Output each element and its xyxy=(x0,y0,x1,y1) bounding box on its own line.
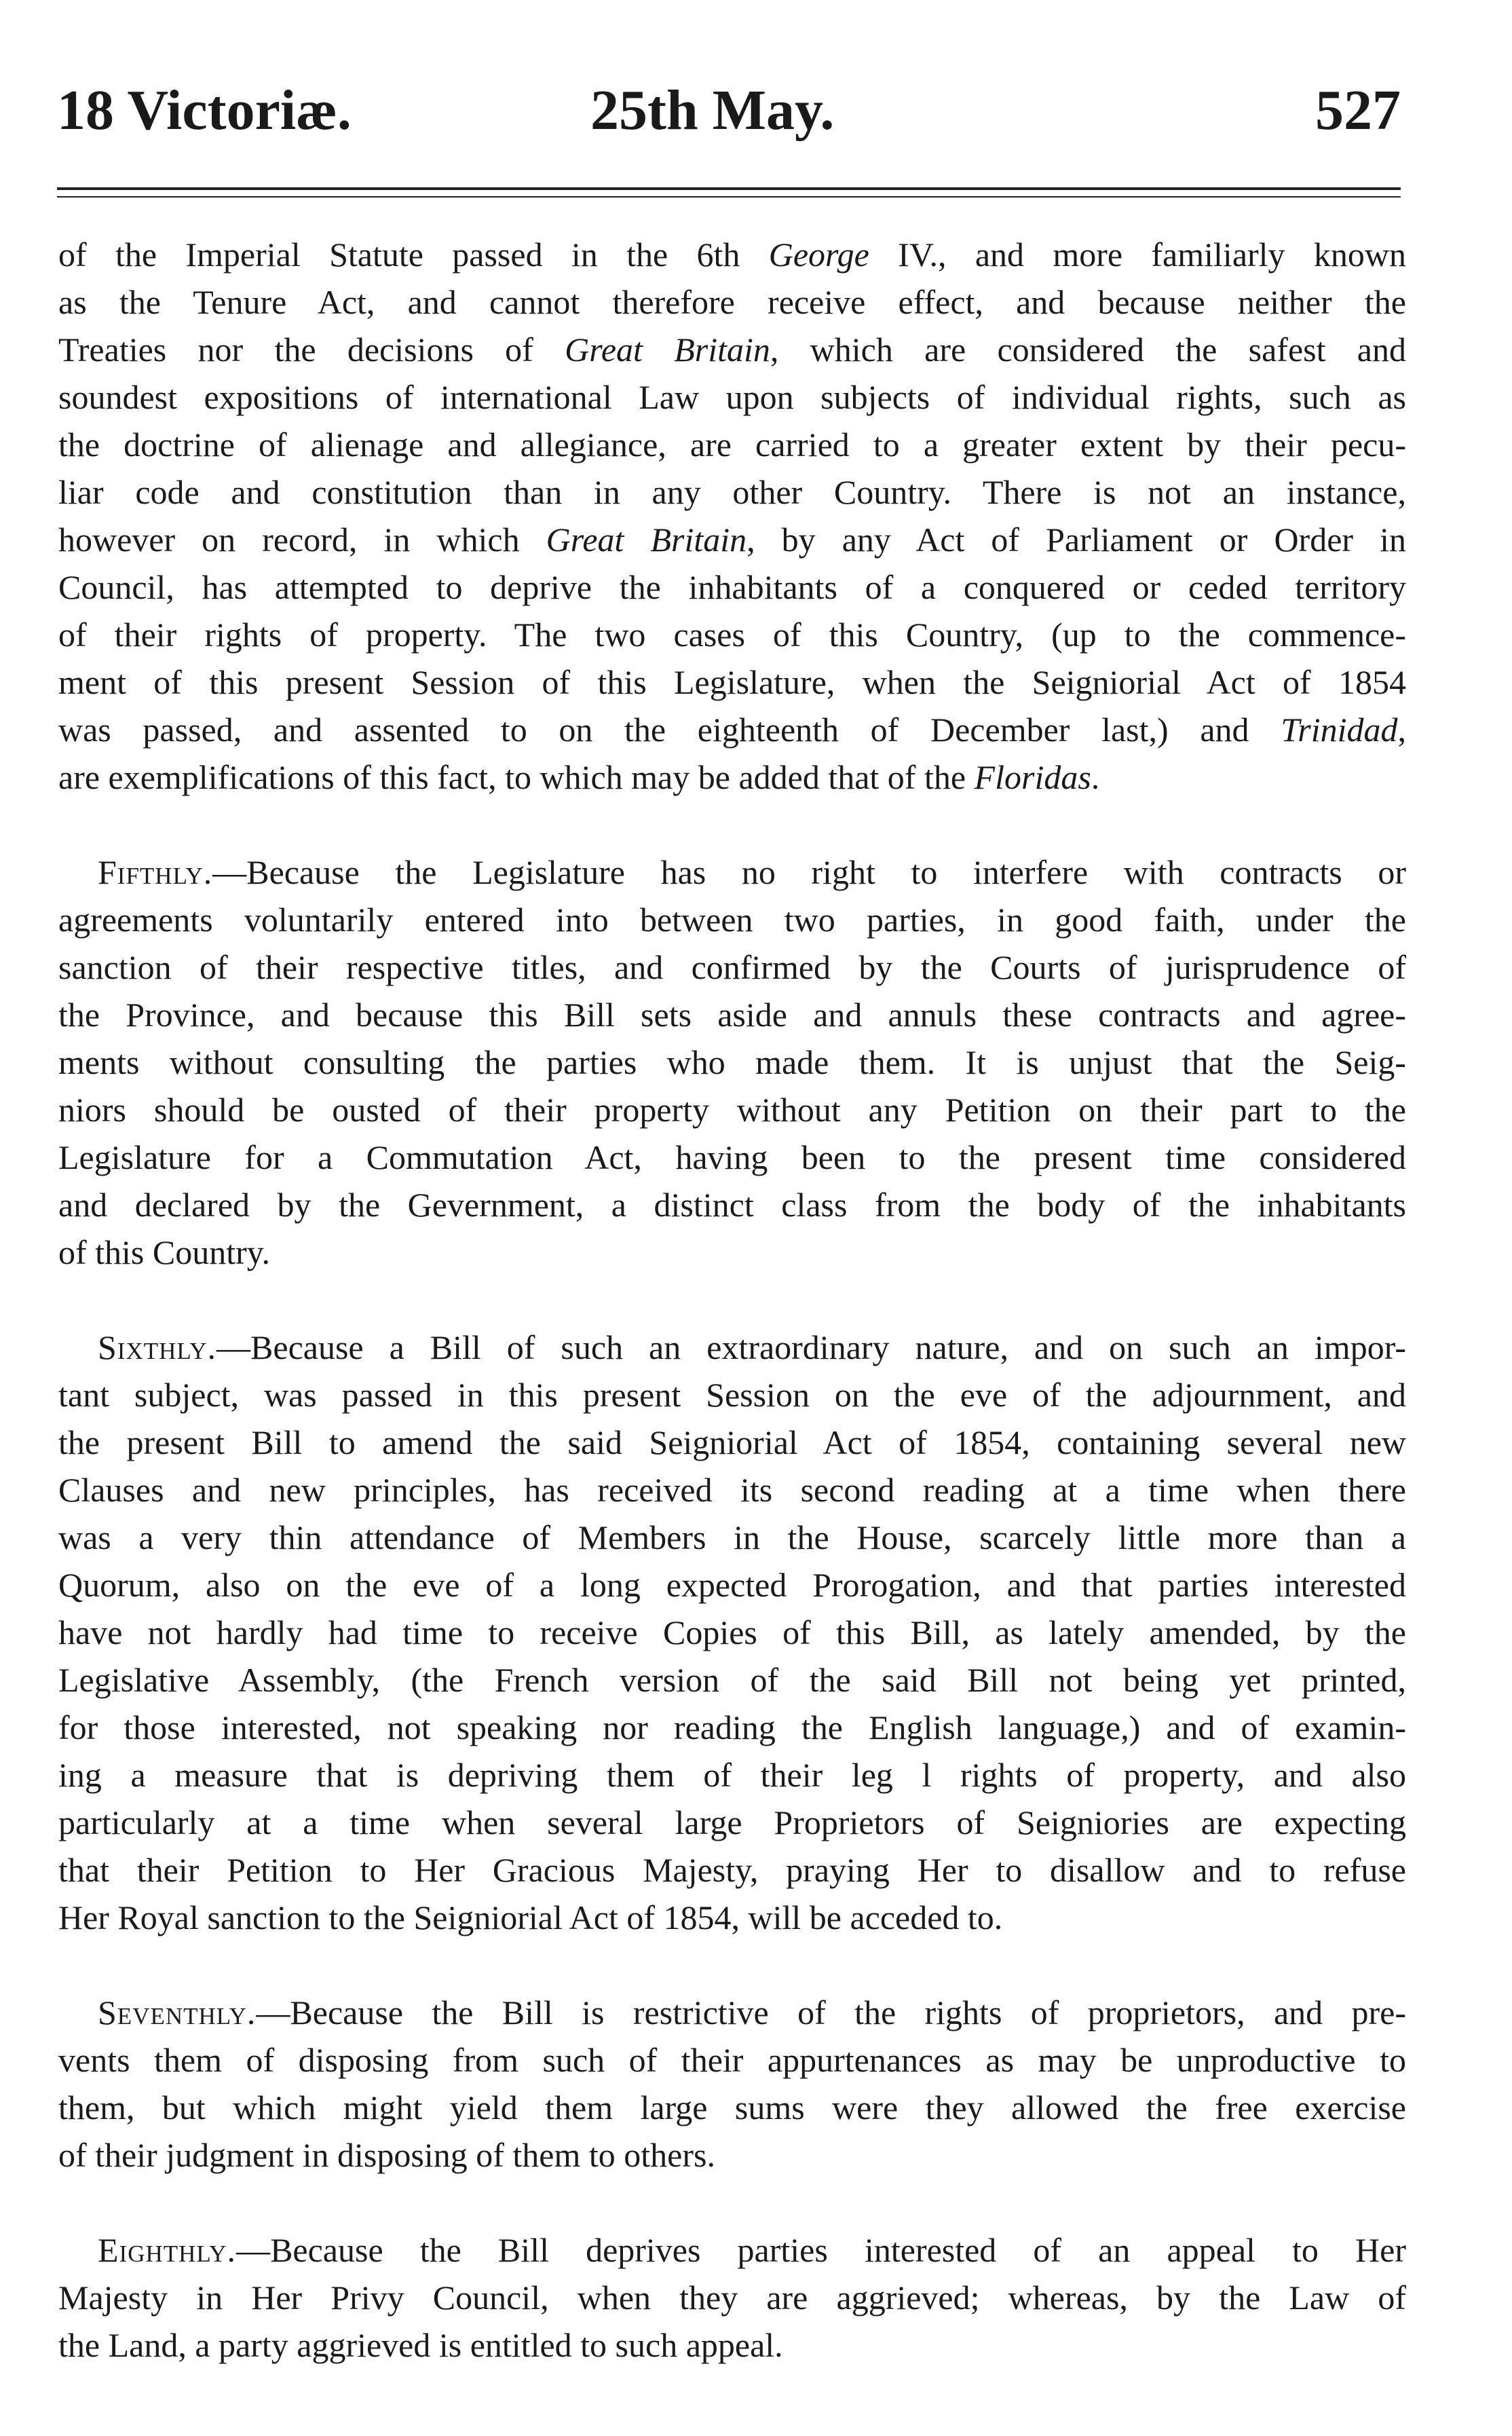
paragraph-seventhly xyxy=(58,1989,1406,2179)
text-line: ments without consulting the parties who made them. It is unjust that the Seig- xyxy=(58,1043,1406,1081)
text-line: was passed, and assented to on the eighteenth of December last,) and Trinidad, xyxy=(58,711,1406,749)
paragraph-lead: Fifthly. xyxy=(98,853,213,891)
text-line: of the Imperial Statute passed in the 6th George IV., and more familiarly known xyxy=(58,236,1406,274)
page-number: 527 xyxy=(1315,79,1401,142)
text-line: Sixthly.—Because a Bill of such an extraordinary nature, and on such an impor- xyxy=(58,1324,1406,1371)
text-line: Legislature for a Commutation Act, having been to the present time considered xyxy=(58,1138,1406,1176)
header-rule-thin xyxy=(57,196,1401,198)
text-line: Quorum, also on the eve of a long expected Prorogation, and that parties interested xyxy=(58,1566,1406,1604)
text-line: have not hardly had time to receive Copies of this Bill, as lately amended, by the xyxy=(58,1613,1406,1651)
text-line: agreements voluntarily entered into between two parties, in good faith, under the xyxy=(58,901,1406,939)
text-line: Fifthly.—Because the Legislature has no right to interfere with contracts or xyxy=(58,848,1406,896)
text-line: Seventhly.—Because the Bill is restrictive of the rights of proprietors, and pre- xyxy=(58,1989,1406,2036)
text-line: are exemplifications of this fact, to which may be added that of the Floridas. xyxy=(58,758,1100,796)
text-line: of this Country. xyxy=(58,1233,271,1271)
text-line: the Land, a party aggrieved is entitled to such appeal. xyxy=(58,2326,783,2364)
text-line: however on record, in which Great Britain, by any Act of Parliament or Order in xyxy=(58,521,1406,559)
text-line: as the Tenure Act, and cannot therefore receive effect, and because neither the xyxy=(58,283,1406,321)
text-line: that their Petition to Her Gracious Majesty, praying Her to disallow and to refuse xyxy=(58,1851,1406,1889)
text-line: vents them of disposing from such of their appurtenances as may be unproductive to xyxy=(58,2041,1406,2079)
text-line: liar code and constitution than in any other Country. There is not an instance, xyxy=(58,473,1406,511)
text-line: tant subject, was passed in this present Session on the eve of the adjournment, and xyxy=(58,1376,1406,1414)
text-line: for those interested, not speaking nor reading the English language,) and of examin- xyxy=(58,1708,1406,1746)
text-line: Her Royal sanction to the Seigniorial Act of 1854, will be acceded to. xyxy=(58,1898,1003,1936)
header-rule-thick xyxy=(57,187,1401,190)
text-line: of their judgment in disposing of them to others. xyxy=(58,2136,715,2174)
text-line: Eighthly.—Because the Bill deprives parties interested of an appeal to Her xyxy=(58,2226,1406,2274)
paragraph-lead: Sixthly. xyxy=(98,1328,217,1366)
text-line: ing a measure that is depriving them of their leg l rights of property, and also xyxy=(58,1756,1406,1794)
text-line: and declared by the Gevernment, a distinct class from the body of the inhabitants xyxy=(58,1186,1406,1224)
paragraph-fifthly xyxy=(58,848,1406,1276)
text-line: Majesty in Her Privy Council, when they are aggrieved; whereas, by the Law of xyxy=(58,2279,1406,2317)
text-line: the present Bill to amend the said Seigniorial Act of 1854, containing several new xyxy=(58,1423,1406,1461)
text-line: sanction of their respective titles, and confirmed by the Courts of jurisprudence of xyxy=(58,948,1406,986)
text-line: Treaties nor the decisions of Great Britain, which are considered the safest and xyxy=(58,331,1406,369)
header-date: 25th May. xyxy=(590,79,835,142)
paragraph-lead: Seventhly. xyxy=(98,1993,257,2031)
text-line: Council, has attempted to deprive the inhabitants of a conquered or ceded territory xyxy=(58,568,1406,606)
paragraph-continuation xyxy=(58,231,1406,801)
text-line: the doctrine of alienage and allegiance, are carried to a greater extent by their pecu- xyxy=(58,426,1406,464)
text-line: Clauses and new principles, has received its second reading at a time when there xyxy=(58,1471,1406,1509)
text-line: soundest expositions of international Law upon subjects of individual rights, such as xyxy=(58,378,1406,416)
text-line: of their rights of property. The two cases of this Country, (up to the commence- xyxy=(58,616,1406,654)
text-line: was a very thin attendance of Members in the House, scarcely little more than a xyxy=(58,1518,1406,1556)
text-line: ment of this present Session of this Legislature, when the Seigniorial Act of 1854 xyxy=(58,663,1406,701)
header-regnal-year: 18 Victoriæ. xyxy=(57,79,352,142)
text-line: niors should be ousted of their property without any Petition on their part to the xyxy=(58,1091,1406,1129)
text-line: the Province, and because this Bill sets aside and annuls these contracts and agree- xyxy=(58,996,1406,1034)
text-line: them, but which might yield them large sums were they allowed the free exercise xyxy=(58,2088,1406,2126)
running-head xyxy=(0,73,1512,148)
paragraph-lead: Eighthly. xyxy=(98,2231,237,2269)
paragraph-eighthly xyxy=(58,2226,1406,2369)
body-text xyxy=(58,231,1406,2416)
text-line: Legislative Assembly, (the French version of the said Bill not being yet printed, xyxy=(58,1661,1406,1699)
text-line: particularly at a time when several large Proprietors of Seigniories are expecting xyxy=(58,1803,1406,1841)
paragraph-sixthly xyxy=(58,1324,1406,1941)
